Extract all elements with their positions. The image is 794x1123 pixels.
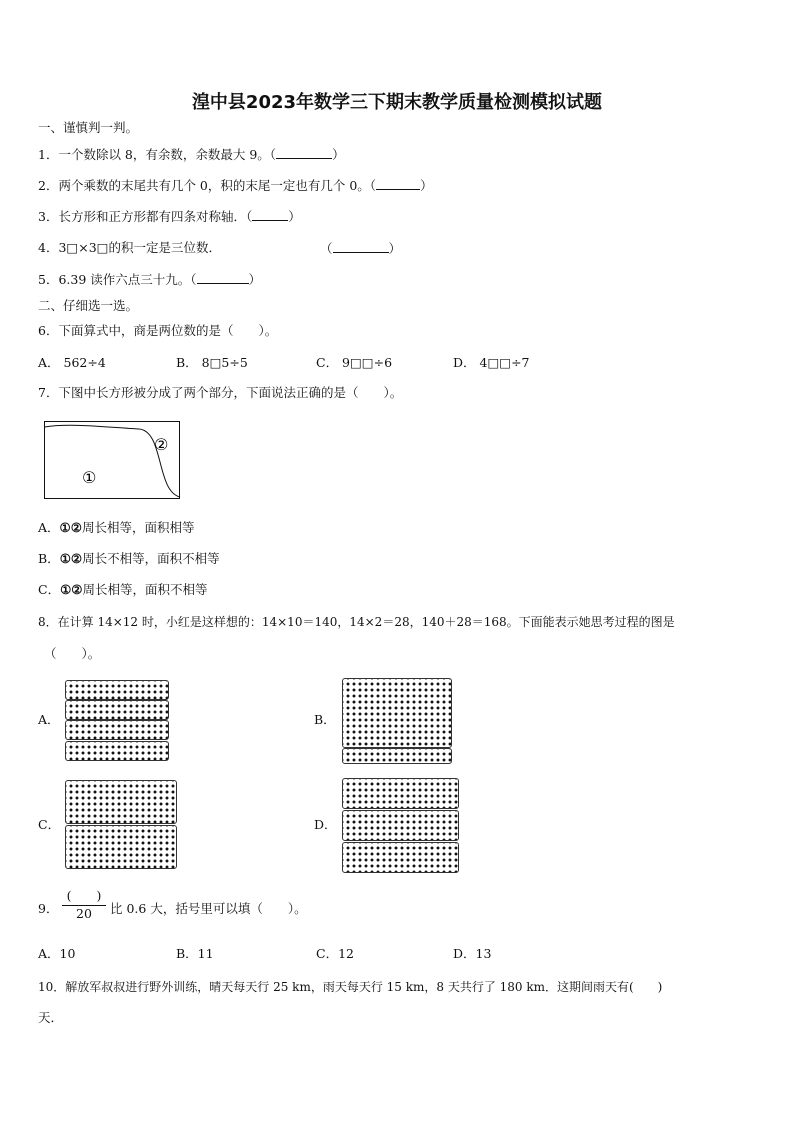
q7-option-b-marks: ①② [59,551,83,566]
q7-option-a[interactable] [38,520,194,536]
q8-option-c-label[interactable]: C． [38,817,61,832]
q6-option-a[interactable]: A． 562÷4 [38,355,106,370]
q9-option-d[interactable]: D．13 [453,946,492,961]
dot-strip [65,720,169,740]
dot-block [65,780,177,824]
q8-option-d-label[interactable]: D． [314,817,337,832]
dot-block [342,842,459,873]
question-3 [38,208,301,225]
q9-option-b[interactable]: B．11 [176,946,214,961]
answer-blank-3[interactable] [252,208,288,221]
q7-option-c-letter: C． [38,582,61,597]
question-5 [38,271,261,288]
q7-option-a-marks: ①② [59,520,82,535]
section-heading-1: 一、谨慎判一判。 [38,120,139,135]
answer-blank-1[interactable] [276,146,332,159]
q7-option-b[interactable] [38,551,220,567]
q6-option-c[interactable]: C． 9□□÷6 [316,355,393,370]
question-3-close: ） [288,209,301,224]
rectangle-figure [44,421,182,501]
question-4-answer [320,240,401,257]
question-4-close: ） [388,241,402,256]
question-4-open: （ [320,241,333,256]
question-1-text: 1．一个数除以 8，有余数，余数最大 9。（ [38,147,277,162]
dot-strip [342,748,452,764]
q7-option-a-letter: A． [38,520,60,535]
question-5-text: 5．6.39 读作六点三十九。（ [38,272,197,287]
page-title: 湟中县2023年数学三下期末教学质量检测模拟试题 [191,92,603,113]
dot-block [342,810,459,841]
q9-option-a[interactable]: A．10 [38,946,76,961]
q7-option-c-marks: ①② [60,582,83,597]
dot-strip [65,741,169,761]
q6-option-d[interactable]: D． 4□□÷7 [453,355,530,370]
question-3-text: 3．长方形和正方形都有四条对称轴．（ [38,209,253,224]
section-heading-2: 二、仔细选一选。 [38,298,139,313]
q7-option-c-text: 周长相等，面积不相等 [82,582,208,597]
question-4-text: 4．3□×3□的积一定是三位数． [38,240,221,255]
question-9-number: 9． [38,901,59,916]
part-2-label: ② [154,435,169,454]
dot-block [342,778,459,809]
q8-option-a-label[interactable]: A． [38,712,60,727]
dot-strip [65,680,169,700]
question-2 [38,177,433,194]
dot-block [342,678,452,748]
question-8-text-2: （ ）。 [44,646,101,661]
question-6-text: 6．下面算式中，商是两位数的是（ ）。 [38,323,278,338]
question-9-text: 比 0.6 大，括号里可以填（ ）。 [110,901,307,916]
fraction-denominator: 20 [76,906,92,921]
question-1-close: ） [332,147,345,162]
part-1-label: ① [82,468,97,487]
question-2-text: 2．两个乘数的末尾共有几个 0，积的末尾一定也有几个 0。（ [38,178,377,193]
question-2-close: ） [420,178,433,193]
question-10-text: 10．解放军叔叔进行野外训练，晴天每天行 25 km，雨天每天行 15 km，8 天共行了 180 km．这期间雨天有( ) [38,980,663,994]
question-5-close: ） [248,272,262,287]
q9-option-c[interactable]: C．12 [316,946,354,961]
q7-option-b-letter: B． [38,551,60,566]
question-10-text-2: 天． [38,1010,64,1025]
q7-option-a-text: 周长相等，面积相等 [81,520,195,535]
fraction [60,889,108,921]
question-1 [38,146,345,163]
answer-blank-2[interactable] [376,177,420,190]
q7-option-b-text: 周长不相等，面积不相等 [82,551,220,566]
dot-strip [65,700,169,720]
q7-option-c[interactable] [38,582,208,598]
q8-option-b-label[interactable]: B． [314,712,336,727]
fraction-numerator[interactable]: ( ) [66,888,102,903]
question-7-text: 7．下图中长方形被分成了两个部分，下面说法正确的是（ ）。 [38,385,403,400]
answer-blank-4[interactable] [333,240,389,253]
dot-block [65,825,177,869]
answer-blank-5[interactable] [197,271,249,284]
question-8-text: 8．在计算 14×12 时，小红是这样想的：14×10＝140，14×2＝28，140＋28＝168。下面能表示她思考过程的图是 [38,615,675,629]
q6-option-b[interactable]: B． 8□5÷5 [176,355,248,370]
